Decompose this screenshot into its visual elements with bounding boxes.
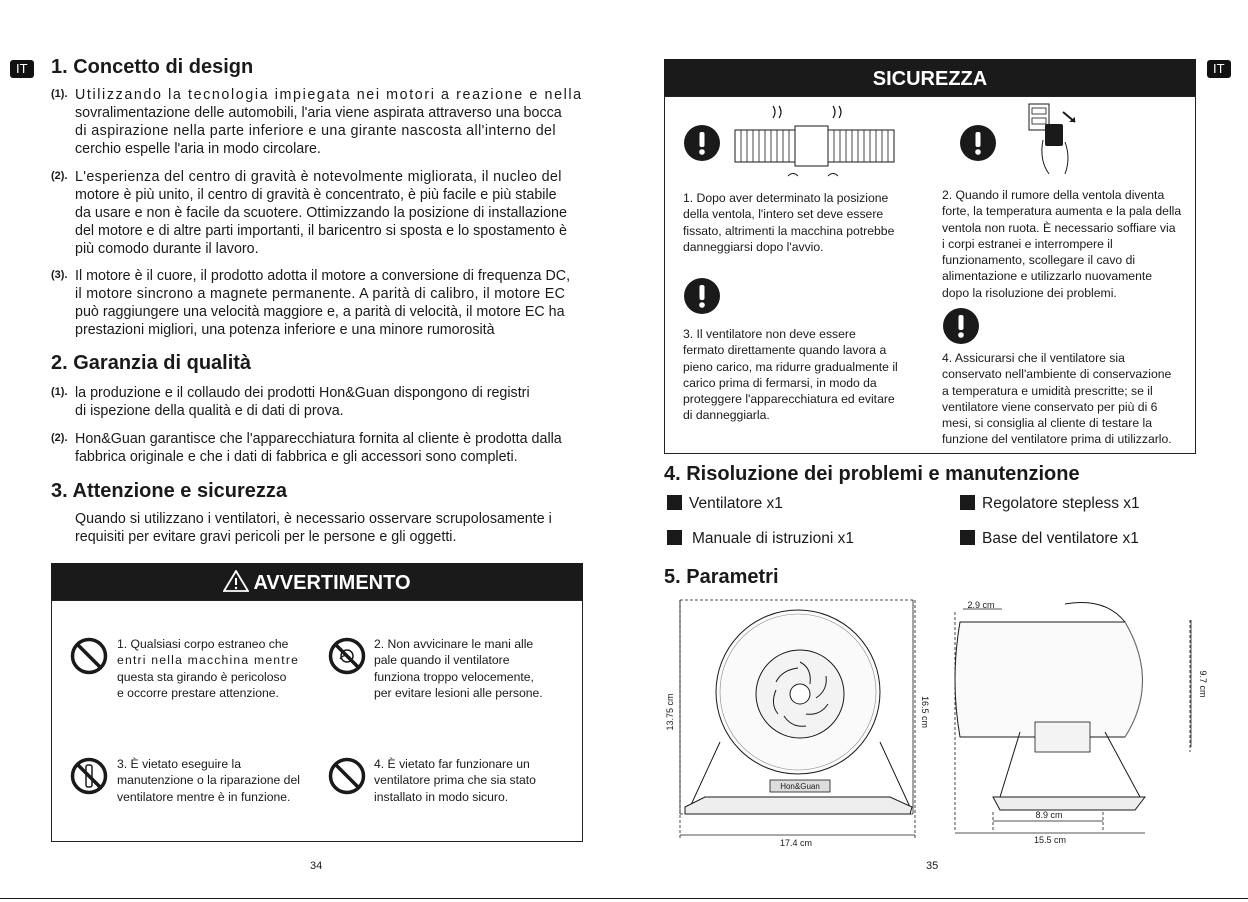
- warning-title: AVVERTIMENTO: [253, 572, 411, 594]
- exclamation-icon: [683, 124, 721, 167]
- exclamation-icon: [959, 124, 997, 167]
- line: il motore sincrono a magnete permanente. A parità di calibro, il motore EC: [75, 286, 566, 302]
- line: dopo la risoluzione dei problemi.: [942, 285, 1117, 300]
- section-title-attention: 3. Attenzione e sicurezza: [51, 480, 287, 502]
- line: Utilizzando la tecnologia impiegata nei motori a reazione e nella: [75, 87, 583, 103]
- line: mesi, si consiglia al cliente di testare la: [942, 416, 1152, 431]
- line: manutenzione o la riparazione del: [117, 773, 300, 788]
- line: può raggiungere una velocità maggiore e, a parità di velocità, il motore EC ha: [75, 304, 565, 320]
- item-number: (1).: [51, 386, 68, 398]
- warning-text-2: [374, 636, 543, 701]
- duct-fan-illustration: [733, 104, 898, 191]
- line: alimentazione e utilizzarlo nuovamente: [942, 269, 1153, 284]
- item-label: Base del ventilatore x1: [982, 530, 1139, 547]
- line: della ventola, l'intero set deve essere: [683, 207, 884, 222]
- design-item-2: [51, 168, 591, 258]
- line: Quando si utilizzano i ventilatori, è necessario osservare scrupolosamente i: [75, 511, 552, 527]
- line: ventola non ruota. È necessario soffiare via: [942, 220, 1176, 235]
- item-label: Ventilatore x1: [689, 495, 783, 512]
- line: requisiti per evitare gravi pericoli per le persone e gli oggetti.: [75, 529, 457, 545]
- item-number: (3).: [51, 269, 68, 281]
- line: Hon&Guan garantisce che l'apparecchiatura fornita al cliente è prodotta dalla: [75, 431, 562, 447]
- line: e occorre prestare attenzione.: [117, 685, 279, 700]
- dim-front-width: 17.4 cm: [779, 838, 813, 848]
- line: ventilatore mentre è in funzione.: [117, 789, 291, 804]
- line: i corpi estranei e interrompere il: [942, 236, 1113, 251]
- item-text: [75, 384, 591, 420]
- brand-label: Hon&Guan: [780, 782, 820, 791]
- no-tools-prohibited-icon: [70, 757, 108, 800]
- line: ventilatore viene conservato per più di 6: [942, 399, 1158, 414]
- design-item-1: [51, 86, 591, 158]
- safety-text-1: [683, 190, 894, 255]
- page-number-right: 35: [926, 860, 939, 872]
- warning-text-4: [374, 756, 536, 805]
- line: fissato, altrimenti la macchina potrebbe: [683, 223, 895, 238]
- line: la produzione e il collaudo dei prodotti Hon&Guan dispongono di registri: [75, 385, 530, 401]
- line: 4. Assicurarsi che il ventilatore sia: [942, 351, 1125, 365]
- safety-text-4: [942, 350, 1172, 448]
- item-number: (1).: [51, 88, 68, 100]
- page-number-left: 34: [310, 860, 323, 872]
- safety-text-3: [683, 326, 898, 424]
- section-title-quality: 2. Garanzia di qualità: [51, 352, 252, 374]
- item-text: [75, 168, 591, 258]
- line: 3. Il ventilatore non deve essere: [683, 327, 856, 341]
- design-item-3: [51, 267, 591, 339]
- line: prestazioni migliori, una potenza inferiore e una minore rumorosità: [75, 322, 495, 338]
- section-title-maintenance: 4. Risoluzione dei problemi e manutenzione: [664, 463, 1080, 485]
- bullet-square-icon: [667, 530, 682, 545]
- warning-header: [51, 563, 583, 601]
- line: installato in modo sicuro.: [374, 789, 509, 804]
- line: forte, la temperatura aumenta e la pala della: [942, 204, 1182, 219]
- line: Il motore è il cuore, il prodotto adotta il motore a conversione di frequenza DC,: [75, 268, 571, 284]
- item-text: [75, 267, 591, 339]
- line: funzione del ventilatore prima di utilizzarlo.: [942, 432, 1172, 447]
- dim-side-width: 15.5 cm: [1033, 835, 1067, 845]
- line: per evitare lesioni alle persone.: [374, 685, 543, 700]
- prohibited-icon: [70, 637, 108, 680]
- item-text: [75, 430, 591, 466]
- item-text: [75, 86, 591, 158]
- item-label: Regolatore stepless x1: [982, 495, 1140, 512]
- line: più comodo durante il lavoro.: [75, 241, 259, 257]
- item-number: (2).: [51, 432, 68, 444]
- item-number: (2).: [51, 170, 68, 182]
- dim-front-height: 13.75 cm: [665, 693, 675, 731]
- line: fabbrica originale e che i dati di fabbrica e gli accessori sono completi.: [75, 449, 518, 465]
- bullet-square-icon: [667, 495, 682, 510]
- line: a temperatura e umidità prescritte; se il: [942, 383, 1153, 398]
- lang-badge-left: IT: [10, 60, 34, 78]
- package-item-base: [960, 530, 1139, 548]
- dim-front-total: 16.5 cm: [920, 695, 930, 729]
- line: entri nella macchina mentre: [117, 653, 300, 668]
- dim-side-top: 2.9 cm: [967, 600, 995, 610]
- lang-badge-right: IT: [1207, 60, 1231, 78]
- line: di aspirazione nella parte inferiore e una girante nascosta all'interno del: [75, 123, 556, 139]
- line: danneggiarsi dopo l'avvio.: [683, 239, 824, 254]
- unplug-illustration: [1025, 100, 1085, 187]
- attention-text: [75, 510, 590, 546]
- line: del motore e di altre parti importanti, il baricentro si sposta e lo spostamento è: [75, 223, 567, 239]
- line: proteggere l'apparecchiatura ed evitare: [683, 392, 895, 407]
- section-title-design: 1. Concetto di design: [51, 56, 254, 78]
- dim-side-base: 8.9 cm: [1035, 810, 1063, 820]
- quality-item-2: [51, 430, 591, 466]
- line: 2. Non avvicinare le mani alle: [374, 637, 534, 651]
- line: funziona troppo velocemente,: [374, 669, 534, 684]
- exclamation-icon: [942, 307, 980, 350]
- section-title-parameters: 5. Parametri: [664, 566, 779, 588]
- line: conservato nell'ambiente di conservazione: [942, 367, 1172, 382]
- fan-side-view-drawing: [945, 592, 1215, 857]
- line: di danneggiarla.: [683, 408, 770, 423]
- line: 1. Qualsiasi corpo estraneo che: [117, 637, 289, 651]
- line: questa sta girando è pericoloso: [117, 669, 287, 684]
- line: cerchio espelle l'aria in modo circolare.: [75, 141, 321, 157]
- package-item-manual: [667, 530, 854, 548]
- line: pale quando il ventilatore: [374, 653, 510, 668]
- line: 3. È vietato eseguire la: [117, 757, 241, 771]
- line: motore è più unito, il centro di gravità è concentrato, è più facile e più stabile: [75, 187, 557, 203]
- safety-header: SICUREZZA: [664, 59, 1196, 97]
- line: sovralimentazione delle automobili, l'aria viene aspirata attraverso una bocca: [75, 105, 562, 121]
- warning-text-3: [117, 756, 300, 805]
- item-label: Manuale di istruzioni x1: [692, 530, 854, 547]
- quality-item-1: [51, 384, 591, 420]
- bullet-square-icon: [960, 495, 975, 510]
- line: carico prima di fermarsi, in modo da: [683, 375, 877, 390]
- warning-text-1: [117, 636, 299, 701]
- line: L'esperienza del centro di gravità è notevolmente migliorata, il nucleo del: [75, 169, 562, 185]
- line: di ispezione della qualità e di dati di prova.: [75, 403, 344, 419]
- dim-side-height: 9.7 cm: [1198, 670, 1208, 698]
- line: da usare e non è facile da scuotere. Ottimizzando la posizione di installazione: [75, 205, 567, 221]
- safety-text-2: [942, 187, 1181, 301]
- exclamation-icon: [683, 277, 721, 320]
- fan-front-view-drawing: [660, 592, 930, 857]
- no-hands-prohibited-icon: [328, 637, 366, 680]
- line: pieno carico, ma ridurre gradualmente il: [683, 359, 898, 374]
- line: 4. È vietato far funzionare un: [374, 757, 530, 771]
- line: ventilatore prima che sia stato: [374, 773, 536, 788]
- line: 2. Quando il rumore della ventola diventa: [942, 188, 1165, 202]
- line: funzionamento, scollegare il cavo di: [942, 253, 1136, 268]
- package-item-regulator: [960, 495, 1140, 513]
- package-item-fan: [667, 495, 783, 513]
- bottom-rule: [0, 898, 1248, 899]
- prohibited-icon: [328, 757, 366, 800]
- bullet-square-icon: [960, 530, 975, 545]
- line: 1. Dopo aver determinato la posizione: [683, 191, 889, 205]
- line: fermato direttamente quando lavora a: [683, 343, 887, 358]
